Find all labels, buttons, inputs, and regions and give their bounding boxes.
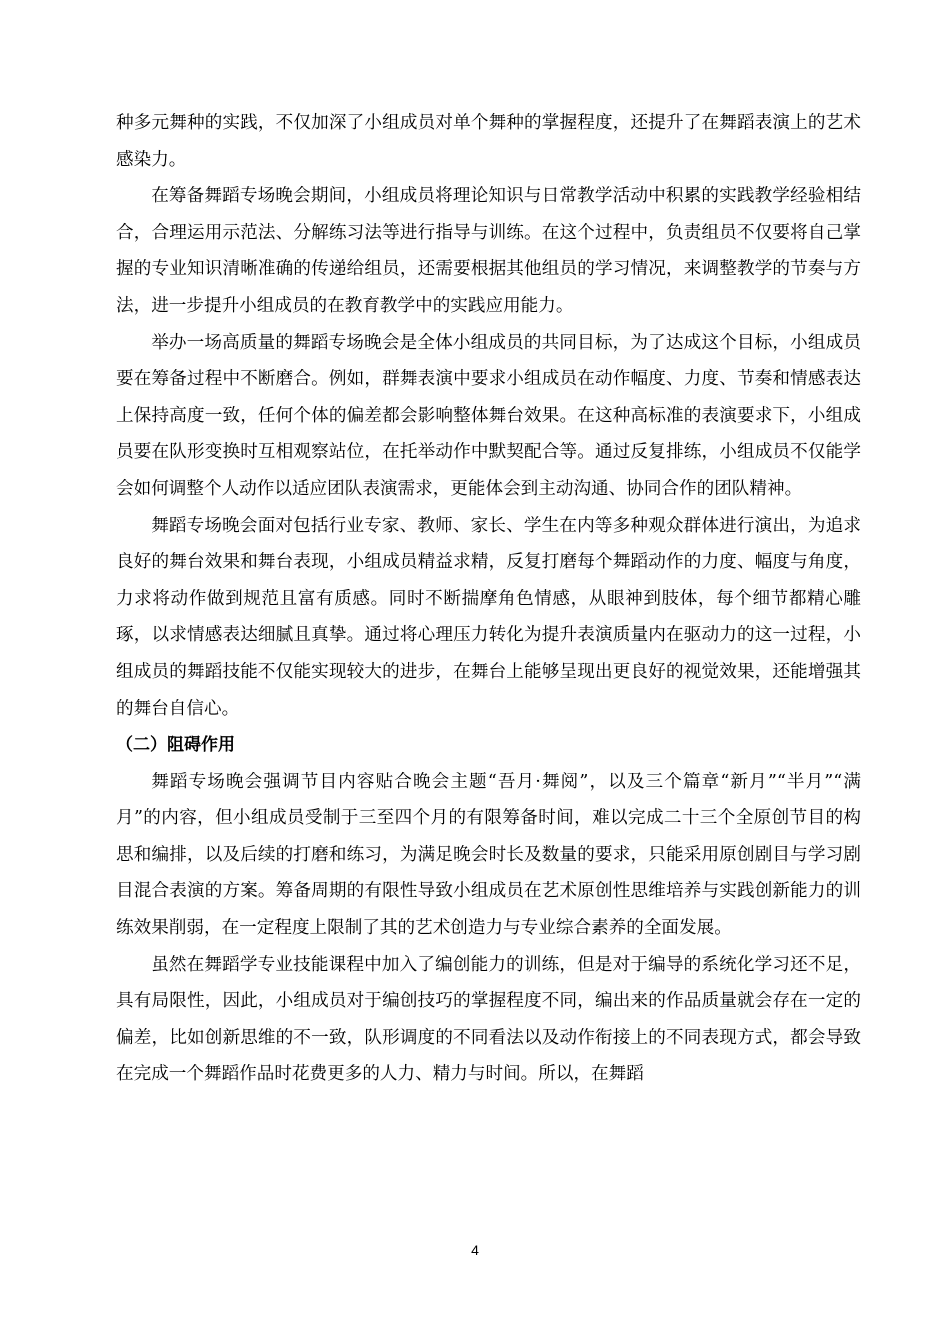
paragraph-continued: 种多元舞种的实践，不仅加深了小组成员对单个舞种的掌握程度，还提升了在舞蹈表演上的艺术感染力。 xyxy=(116,113,861,170)
paragraph-limited-time: 舞蹈专场晚会强调节目内容贴合晚会主题“吾月·舞阅”，以及三个篇章“新月”“半月”“满月”的内容，但小组成员受制于三至四个月的有限筹备时间，难以完成二十三个全原创节目的构思和编排，以及后续的打磨和练习，为满足晚会时长及数量的要求，只能采用原创剧目与学习剧目混合表演的方案。筹备周期的有限性导致小组成员在艺术原创性思维培养与实践创新能力的训练效果削弱，在一定程度上限制了其的艺术创造力与专业综合素养的全面发展。 xyxy=(116,771,861,939)
paragraph-stage-confidence: 舞蹈专场晚会面对包括行业专家、教师、家长、学生在内等多种观众群体进行演出，为追求良好的舞台效果和舞台表现，小组成员精益求精，反复打磨每个舞蹈动作的力度、幅度与角度，力求将动作做到规范且富有质感。同时不断揣摩角色情感，从眼神到肢体，每个细节都精心雕琢，以求情感表达细腻且真挚。通过将心理压力转化为提升表演质量内在驱动力的这一过程，小组成员的舞蹈技能不仅能实现较大的进步，在舞台上能够呈现出更良好的视觉效果，还能增强其的舞台自信心。 xyxy=(116,515,861,719)
paragraph-teaching-practice: 在筹备舞蹈专场晚会期间，小组成员将理论知识与日常教学活动中积累的实践教学经验相结合，合理运用示范法、分解练习法等进行指导与训练。在这个过程中，负责组员不仅要将自己掌握的专业知识清晰准确的传递给组员，还需要根据其他组员的学习情况，来调整教学的节奏与方法，进一步提升小组成员的在教育教学中的实践应用能力。 xyxy=(116,186,861,316)
paragraph-team-cooperation: 举办一场高质量的舞蹈专场晚会是全体小组成员的共同目标，为了达成这个目标，小组成员要在筹备过程中不断磨合。例如，群舞表演中要求小组成员在动作幅度、力度、节奏和情感表达上保持高度一致，任何个体的偏差都会影响整体舞台效果。在这种高标准的表演要求下，小组成员要在队形变换时互相观察站位，在托举动作中默契配合等。通过反复排练，小组成员不仅能学会如何调整个人动作以适应团队表演需求，更能体会到主动沟通、协同合作的团队精神。 xyxy=(116,332,861,499)
page-number: 4 xyxy=(471,1242,479,1258)
section-heading: （二）阻碍作用 xyxy=(116,735,235,756)
document-body xyxy=(116,105,861,1093)
paragraph-choreography-skills: 虽然在舞蹈学专业技能课程中加入了编创能力的训练，但是对于编导的系统化学习还不足，具有局限性，因此，小组成员对于编创技巧的掌握程度不同，编出来的作品质量就会存在一定的偏差，比如创新思维的不一致，队形调度的不同看法以及动作衔接上的不同表现方式，都会导致在完成一个舞蹈作品时花费更多的人力、精力与时间。所以，在舞蹈 xyxy=(116,954,861,1085)
